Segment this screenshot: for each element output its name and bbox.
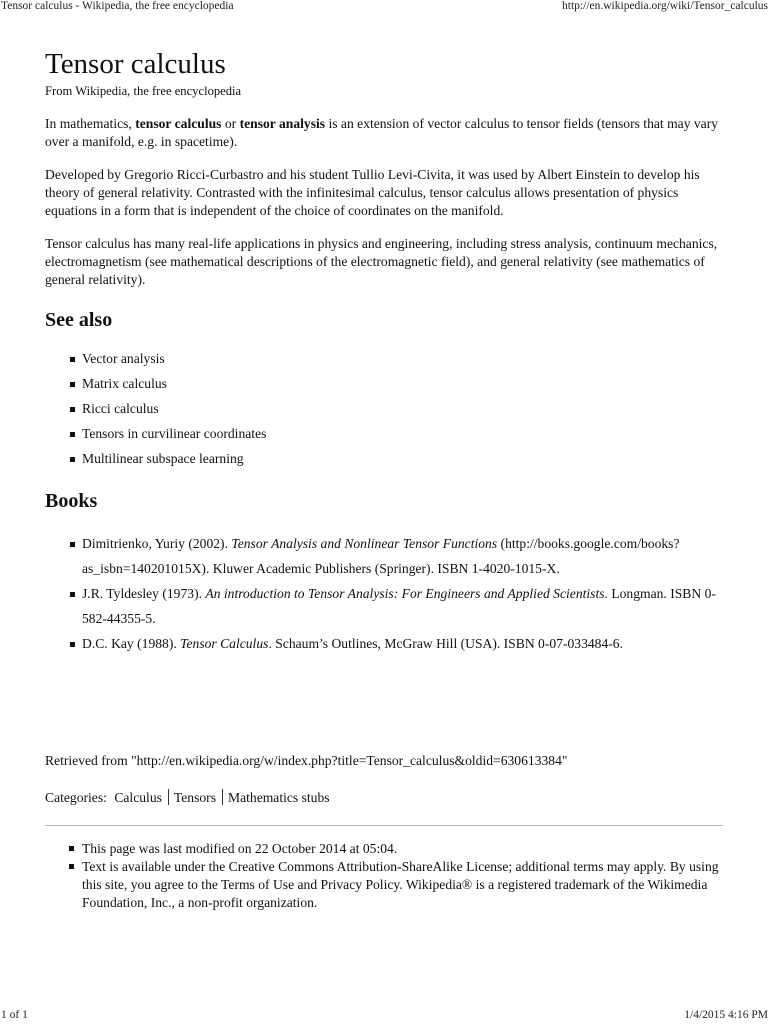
books-heading: Books — [45, 490, 98, 512]
see-also-item[interactable]: Tensors in curvilinear coordinates — [45, 425, 725, 443]
book-title: An introduction to Tensor Analysis: For Engineers and Applied Scientists — [205, 586, 605, 601]
book-item — [45, 632, 725, 657]
intro-text-d: is an extension of vector calculus to tensor fields (tensors that may vary over a manifold, e.g. in spacetime). — [45, 116, 719, 149]
license-notice: Text is available under the Creative Commons Attribution-ShareAlike License; additional terms may apply. By using this site, you agree to the Terms of Use and Privacy Policy. Wikipedia® is a registered trademark of the Wikimedia Foundation, Inc., a non-profit organization. — [45, 858, 725, 912]
print-header — [0, 0, 768, 16]
footer-info-list — [45, 840, 725, 912]
term-tensor-calculus: tensor calculus — [135, 116, 222, 131]
intro-text-a: In mathematics, — [45, 116, 136, 131]
see-also-item[interactable]: Vector analysis — [45, 350, 725, 368]
book-author-year: J.R. Tyldesley (1973). — [82, 586, 206, 601]
book-author-year: Dimitrienko, Yuriy (2002). — [82, 536, 232, 551]
book-details: (http://books.google.com/books?as_isbn=140201015X). Kluwer Academic Publishers (Springer). ISBN 1-4020-1015-X. — [82, 536, 680, 576]
book-title: Tensor Calculus — [180, 636, 269, 651]
page-count: 1 of 1 — [1, 1009, 28, 1021]
intro-text-c: or — [221, 116, 240, 131]
category-link[interactable]: Mathematics stubs — [228, 789, 330, 805]
tagline: From Wikipedia, the free encyclopedia — [45, 84, 242, 98]
see-also-item[interactable]: Ricci calculus — [45, 400, 725, 418]
book-title[interactable]: Tensor Analysis and Nonlinear Tensor Functions — [231, 536, 498, 551]
category-link[interactable]: Tensors — [173, 789, 216, 805]
books-list — [45, 532, 725, 657]
history-paragraph: Developed by Gregorio Ricci-Curbastro and his student Tullio Levi-Civita, it was used by Albert Einstein to develop his theory of general relativity. Contrasted with the infinitesimal calculus, tensor calculus allows presentation of physics equations in a form that is independent of the choice of coordinates on the manifold. — [45, 167, 700, 218]
intro-paragraph — [45, 115, 725, 151]
last-modified-notice: This page was last modified on 22 October 2014 at 05:04. — [45, 840, 725, 858]
book-details: . Longman. ISBN 0-582-44355-5. — [82, 586, 716, 626]
print-datetime: 1/4/2015 4:16 PM — [684, 1009, 768, 1021]
see-also-list — [45, 350, 725, 468]
applications-paragraph: Tensor calculus has many real-life applications in physics and engineering, including stress analysis, continuum mechanics, electromagnetism (see mathematical descriptions of the electromagnetic field), and general relativity (see mathematics of general relativity). — [45, 236, 718, 287]
print-page-url: http://en.wikipedia.org/wiki/Tensor_calculus — [562, 0, 768, 12]
see-also-heading: See also — [45, 309, 113, 331]
book-item — [45, 582, 725, 631]
book-author-year: D.C. Kay (1988). — [82, 636, 181, 651]
category-separator — [168, 789, 169, 805]
article-content — [45, 46, 725, 912]
book-details: . Schaum’s Outlines, McGraw Hill (USA). ISBN 0-07-033484-6. — [268, 636, 623, 651]
see-also-item[interactable]: Matrix calculus — [45, 375, 725, 393]
category-link[interactable]: Calculus — [114, 789, 162, 805]
categories-bar — [45, 789, 725, 807]
footer-divider — [45, 825, 723, 826]
page-title: Tensor calculus — [45, 48, 226, 80]
retrieved-from[interactable]: Retrieved from "http://en.wikipedia.org/w/index.php?title=Tensor_calculus&oldid=630613384" — [45, 752, 568, 768]
book-item — [45, 532, 725, 581]
term-tensor-analysis: tensor analysis — [239, 116, 326, 131]
print-page-title: Tensor calculus - Wikipedia, the free encyclopedia — [1, 0, 234, 12]
category-separator — [222, 789, 223, 805]
print-footer — [0, 1009, 768, 1024]
categories-label[interactable]: Categories: — [45, 789, 107, 805]
see-also-item[interactable]: Multilinear subspace learning — [45, 450, 725, 468]
